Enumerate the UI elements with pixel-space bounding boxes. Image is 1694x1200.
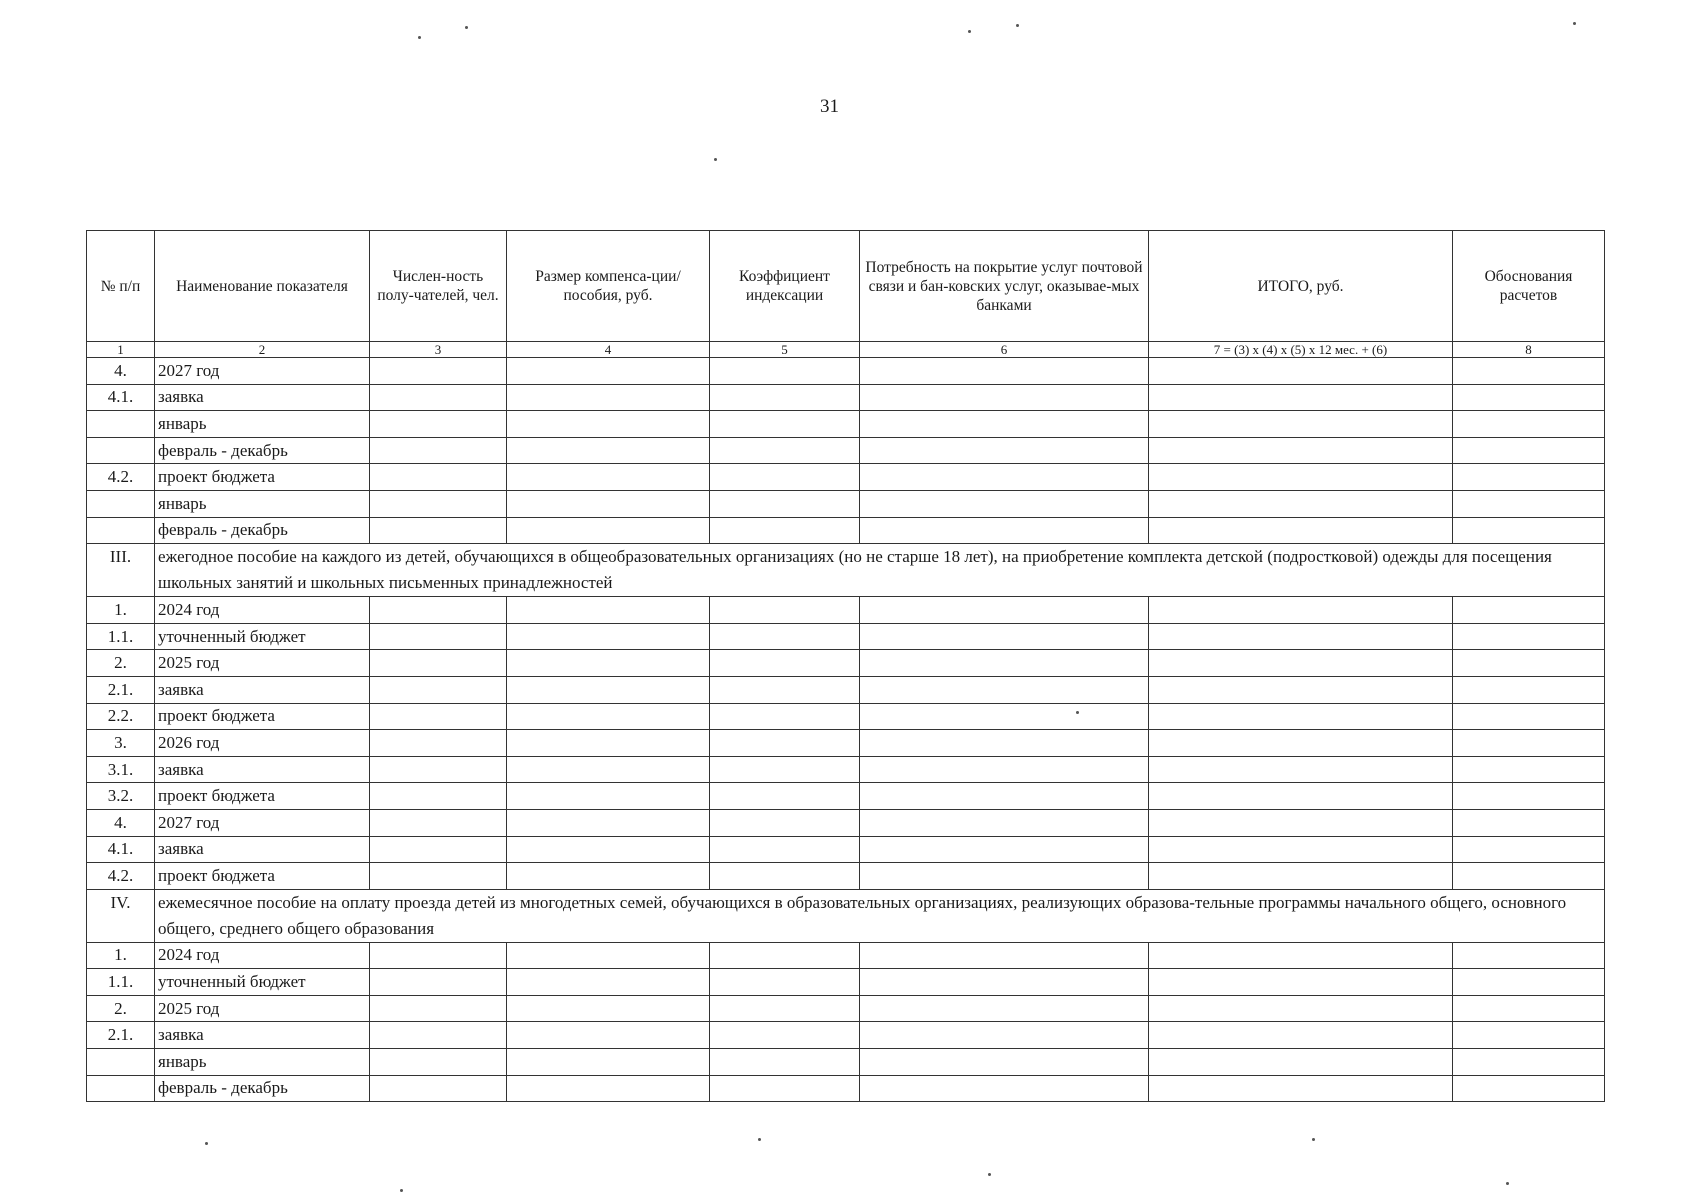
scan-speck — [988, 1173, 991, 1176]
empty-cell — [1149, 490, 1453, 517]
empty-cell — [1149, 809, 1453, 836]
empty-cell — [710, 809, 860, 836]
empty-cell — [370, 623, 507, 650]
row-name: проект бюджета — [155, 703, 370, 730]
row-name: заявка — [155, 836, 370, 863]
table-row — [87, 703, 1605, 730]
column-number: 3 — [370, 342, 507, 358]
empty-cell — [507, 358, 710, 385]
empty-cell — [507, 969, 710, 996]
row-name: январь — [155, 490, 370, 517]
empty-cell — [1149, 411, 1453, 438]
empty-cell — [860, 358, 1149, 385]
scan-speck — [968, 30, 971, 33]
section-number: III. — [87, 544, 155, 597]
empty-cell — [507, 623, 710, 650]
empty-cell — [860, 464, 1149, 491]
empty-cell — [507, 464, 710, 491]
row-name: уточненный бюджет — [155, 969, 370, 996]
table-row — [87, 650, 1605, 677]
row-number: 1. — [87, 597, 155, 624]
empty-cell — [1453, 411, 1605, 438]
empty-cell — [507, 517, 710, 544]
empty-cell — [860, 623, 1149, 650]
empty-cell — [507, 437, 710, 464]
row-number: 1. — [87, 942, 155, 969]
page-number: 31 — [820, 96, 839, 117]
empty-cell — [860, 384, 1149, 411]
empty-cell — [1453, 703, 1605, 730]
row-name: заявка — [155, 1022, 370, 1049]
empty-cell — [1149, 517, 1453, 544]
empty-cell — [507, 942, 710, 969]
empty-cell — [370, 1075, 507, 1102]
empty-cell — [710, 437, 860, 464]
empty-cell — [860, 703, 1149, 730]
row-number: 4.2. — [87, 863, 155, 890]
row-name: проект бюджета — [155, 783, 370, 810]
empty-cell — [860, 411, 1149, 438]
section-title: ежемесячное пособие на оплату проезда детей из многодетных семей, обучающихся в образовательных организациях, реализующих образова-тельные программы начального общего, основного общего, среднего общего образования — [155, 889, 1605, 942]
empty-cell — [1149, 783, 1453, 810]
row-name: заявка — [155, 384, 370, 411]
empty-cell — [1453, 969, 1605, 996]
empty-cell — [860, 863, 1149, 890]
empty-cell — [370, 437, 507, 464]
empty-cell — [710, 517, 860, 544]
empty-cell — [860, 1075, 1149, 1102]
section-header-row — [87, 544, 1605, 597]
table-row — [87, 464, 1605, 491]
empty-cell — [370, 756, 507, 783]
row-name: 2026 год — [155, 730, 370, 757]
scan-speck — [1016, 24, 1019, 27]
row-number: 4.1. — [87, 384, 155, 411]
budget-table — [86, 230, 1605, 1102]
table-row — [87, 411, 1605, 438]
scan-speck — [1076, 711, 1079, 714]
empty-cell — [860, 490, 1149, 517]
table-row — [87, 384, 1605, 411]
empty-cell — [1149, 437, 1453, 464]
empty-cell — [710, 623, 860, 650]
row-number — [87, 437, 155, 464]
empty-cell — [860, 1049, 1149, 1076]
empty-cell — [710, 995, 860, 1022]
empty-cell — [1149, 730, 1453, 757]
empty-cell — [370, 836, 507, 863]
empty-cell — [1453, 676, 1605, 703]
empty-cell — [507, 411, 710, 438]
row-name: январь — [155, 1049, 370, 1076]
row-name: заявка — [155, 756, 370, 783]
empty-cell — [710, 783, 860, 810]
empty-cell — [370, 1049, 507, 1076]
row-name: февраль - декабрь — [155, 1075, 370, 1102]
empty-cell — [860, 756, 1149, 783]
empty-cell — [1149, 597, 1453, 624]
empty-cell — [1453, 836, 1605, 863]
row-name: февраль - декабрь — [155, 437, 370, 464]
empty-cell — [370, 783, 507, 810]
empty-cell — [1149, 1022, 1453, 1049]
column-number: 1 — [87, 342, 155, 358]
empty-cell — [710, 863, 860, 890]
empty-cell — [860, 783, 1149, 810]
row-name: 2025 год — [155, 650, 370, 677]
empty-cell — [1149, 623, 1453, 650]
empty-cell — [710, 464, 860, 491]
empty-cell — [1453, 756, 1605, 783]
empty-cell — [370, 490, 507, 517]
empty-cell — [1453, 1022, 1605, 1049]
row-number — [87, 517, 155, 544]
empty-cell — [1453, 490, 1605, 517]
empty-cell — [1453, 1075, 1605, 1102]
scan-speck — [205, 1142, 208, 1145]
empty-cell — [1149, 969, 1453, 996]
empty-cell — [1453, 1049, 1605, 1076]
row-number — [87, 490, 155, 517]
empty-cell — [507, 597, 710, 624]
empty-cell — [1453, 942, 1605, 969]
empty-cell — [710, 756, 860, 783]
row-number: 4.2. — [87, 464, 155, 491]
col-header-recipients: Числен-ность полу-чателей, чел. — [370, 231, 507, 342]
empty-cell — [507, 783, 710, 810]
table-row — [87, 995, 1605, 1022]
section-title: ежегодное пособие на каждого из детей, обучающихся в общеобразовательных организациях (но не старше 18 лет), на приобретение комплекта детской (подростковой) одежды для посещения школьных занятий и школьных письменных принадлежностей — [155, 544, 1605, 597]
row-number: 2.1. — [87, 1022, 155, 1049]
empty-cell — [860, 809, 1149, 836]
empty-cell — [507, 650, 710, 677]
row-number: 2.1. — [87, 676, 155, 703]
row-name: январь — [155, 411, 370, 438]
col-header-name: Наименование показателя — [155, 231, 370, 342]
empty-cell — [1453, 863, 1605, 890]
row-name: 2027 год — [155, 358, 370, 385]
empty-cell — [507, 676, 710, 703]
column-number-row — [87, 342, 1605, 358]
empty-cell — [1453, 995, 1605, 1022]
column-number: 8 — [1453, 342, 1605, 358]
empty-cell — [860, 676, 1149, 703]
empty-cell — [1149, 836, 1453, 863]
empty-cell — [860, 1022, 1149, 1049]
empty-cell — [710, 1075, 860, 1102]
row-name: 2027 год — [155, 809, 370, 836]
empty-cell — [1149, 384, 1453, 411]
empty-cell — [710, 1022, 860, 1049]
empty-cell — [860, 942, 1149, 969]
empty-cell — [710, 942, 860, 969]
table-row — [87, 783, 1605, 810]
table-row — [87, 730, 1605, 757]
empty-cell — [710, 597, 860, 624]
empty-cell — [370, 597, 507, 624]
table-row — [87, 1075, 1605, 1102]
empty-cell — [1453, 437, 1605, 464]
empty-cell — [507, 384, 710, 411]
empty-cell — [1149, 756, 1453, 783]
empty-cell — [370, 411, 507, 438]
empty-cell — [1149, 1049, 1453, 1076]
empty-cell — [710, 358, 860, 385]
col-header-number: № п/п — [87, 231, 155, 342]
table-row — [87, 756, 1605, 783]
empty-cell — [370, 863, 507, 890]
section-number: IV. — [87, 889, 155, 942]
row-name: проект бюджета — [155, 464, 370, 491]
column-number: 7 = (3) x (4) x (5) x 12 мес. + (6) — [1149, 342, 1453, 358]
empty-cell — [1453, 358, 1605, 385]
scan-speck — [1312, 1138, 1315, 1141]
empty-cell — [1453, 384, 1605, 411]
empty-cell — [710, 1049, 860, 1076]
empty-cell — [507, 836, 710, 863]
table-row — [87, 836, 1605, 863]
empty-cell — [860, 995, 1149, 1022]
row-number: 1.1. — [87, 969, 155, 996]
column-number: 6 — [860, 342, 1149, 358]
empty-cell — [507, 703, 710, 730]
row-number: 1.1. — [87, 623, 155, 650]
empty-cell — [1149, 650, 1453, 677]
col-header-amount: Размер компенса-ции/пособия, руб. — [507, 231, 710, 342]
table-row — [87, 969, 1605, 996]
empty-cell — [710, 730, 860, 757]
table-row — [87, 676, 1605, 703]
row-name: 2024 год — [155, 942, 370, 969]
table-row — [87, 942, 1605, 969]
empty-cell — [507, 1075, 710, 1102]
empty-cell — [507, 995, 710, 1022]
table-row — [87, 809, 1605, 836]
empty-cell — [860, 730, 1149, 757]
empty-cell — [370, 995, 507, 1022]
scan-speck — [758, 1138, 761, 1141]
empty-cell — [710, 969, 860, 996]
empty-cell — [1149, 863, 1453, 890]
scan-speck — [418, 36, 421, 39]
empty-cell — [1149, 703, 1453, 730]
empty-cell — [370, 942, 507, 969]
col-header-total: ИТОГО, руб. — [1149, 231, 1453, 342]
column-number: 2 — [155, 342, 370, 358]
empty-cell — [710, 411, 860, 438]
empty-cell — [710, 703, 860, 730]
scan-speck — [400, 1189, 403, 1192]
empty-cell — [370, 730, 507, 757]
empty-cell — [1453, 783, 1605, 810]
empty-cell — [860, 437, 1149, 464]
row-name: проект бюджета — [155, 863, 370, 890]
scan-speck — [1506, 1182, 1509, 1185]
row-number: 2. — [87, 650, 155, 677]
table-row — [87, 1022, 1605, 1049]
table-row — [87, 1049, 1605, 1076]
empty-cell — [1453, 809, 1605, 836]
empty-cell — [370, 1022, 507, 1049]
empty-cell — [370, 650, 507, 677]
empty-cell — [507, 490, 710, 517]
row-number — [87, 1049, 155, 1076]
empty-cell — [507, 863, 710, 890]
column-number: 5 — [710, 342, 860, 358]
table-row — [87, 490, 1605, 517]
empty-cell — [507, 756, 710, 783]
empty-cell — [1149, 942, 1453, 969]
row-name: февраль - декабрь — [155, 517, 370, 544]
empty-cell — [710, 836, 860, 863]
row-name: уточненный бюджет — [155, 623, 370, 650]
empty-cell — [370, 809, 507, 836]
row-number: 4. — [87, 358, 155, 385]
empty-cell — [1453, 517, 1605, 544]
col-header-justification: Обоснования расчетов — [1453, 231, 1605, 342]
section-header-row — [87, 889, 1605, 942]
table-row — [87, 863, 1605, 890]
row-name: 2025 год — [155, 995, 370, 1022]
empty-cell — [507, 1022, 710, 1049]
row-number: 2.2. — [87, 703, 155, 730]
empty-cell — [1453, 650, 1605, 677]
empty-cell — [1453, 464, 1605, 491]
empty-cell — [370, 676, 507, 703]
table-row — [87, 623, 1605, 650]
empty-cell — [370, 703, 507, 730]
empty-cell — [710, 650, 860, 677]
scan-speck — [1573, 22, 1576, 25]
header-row — [87, 231, 1605, 342]
empty-cell — [370, 517, 507, 544]
empty-cell — [370, 969, 507, 996]
row-number — [87, 1075, 155, 1102]
row-number: 3.2. — [87, 783, 155, 810]
scan-speck — [465, 26, 468, 29]
col-header-index: Коэффициент индексации — [710, 231, 860, 342]
col-header-services: Потребность на покрытие услуг почтовой связи и бан-ковских услуг, оказывае-мых банками — [860, 231, 1149, 342]
empty-cell — [1149, 995, 1453, 1022]
empty-cell — [860, 517, 1149, 544]
row-number: 4.1. — [87, 836, 155, 863]
row-number: 3.1. — [87, 756, 155, 783]
empty-cell — [860, 969, 1149, 996]
empty-cell — [860, 836, 1149, 863]
empty-cell — [370, 464, 507, 491]
empty-cell — [1149, 1075, 1453, 1102]
row-number: 4. — [87, 809, 155, 836]
column-number: 4 — [507, 342, 710, 358]
empty-cell — [1453, 597, 1605, 624]
empty-cell — [710, 384, 860, 411]
row-number: 3. — [87, 730, 155, 757]
table-row — [87, 358, 1605, 385]
empty-cell — [370, 358, 507, 385]
empty-cell — [860, 650, 1149, 677]
empty-cell — [1149, 464, 1453, 491]
row-number: 2. — [87, 995, 155, 1022]
row-name: заявка — [155, 676, 370, 703]
empty-cell — [710, 676, 860, 703]
scan-speck — [714, 158, 717, 161]
empty-cell — [1453, 623, 1605, 650]
empty-cell — [507, 809, 710, 836]
row-number — [87, 411, 155, 438]
empty-cell — [370, 384, 507, 411]
empty-cell — [1149, 676, 1453, 703]
table-row — [87, 517, 1605, 544]
empty-cell — [1453, 730, 1605, 757]
empty-cell — [507, 1049, 710, 1076]
table-row — [87, 597, 1605, 624]
empty-cell — [860, 597, 1149, 624]
table-row — [87, 437, 1605, 464]
row-name: 2024 год — [155, 597, 370, 624]
empty-cell — [507, 730, 710, 757]
empty-cell — [710, 490, 860, 517]
empty-cell — [1149, 358, 1453, 385]
